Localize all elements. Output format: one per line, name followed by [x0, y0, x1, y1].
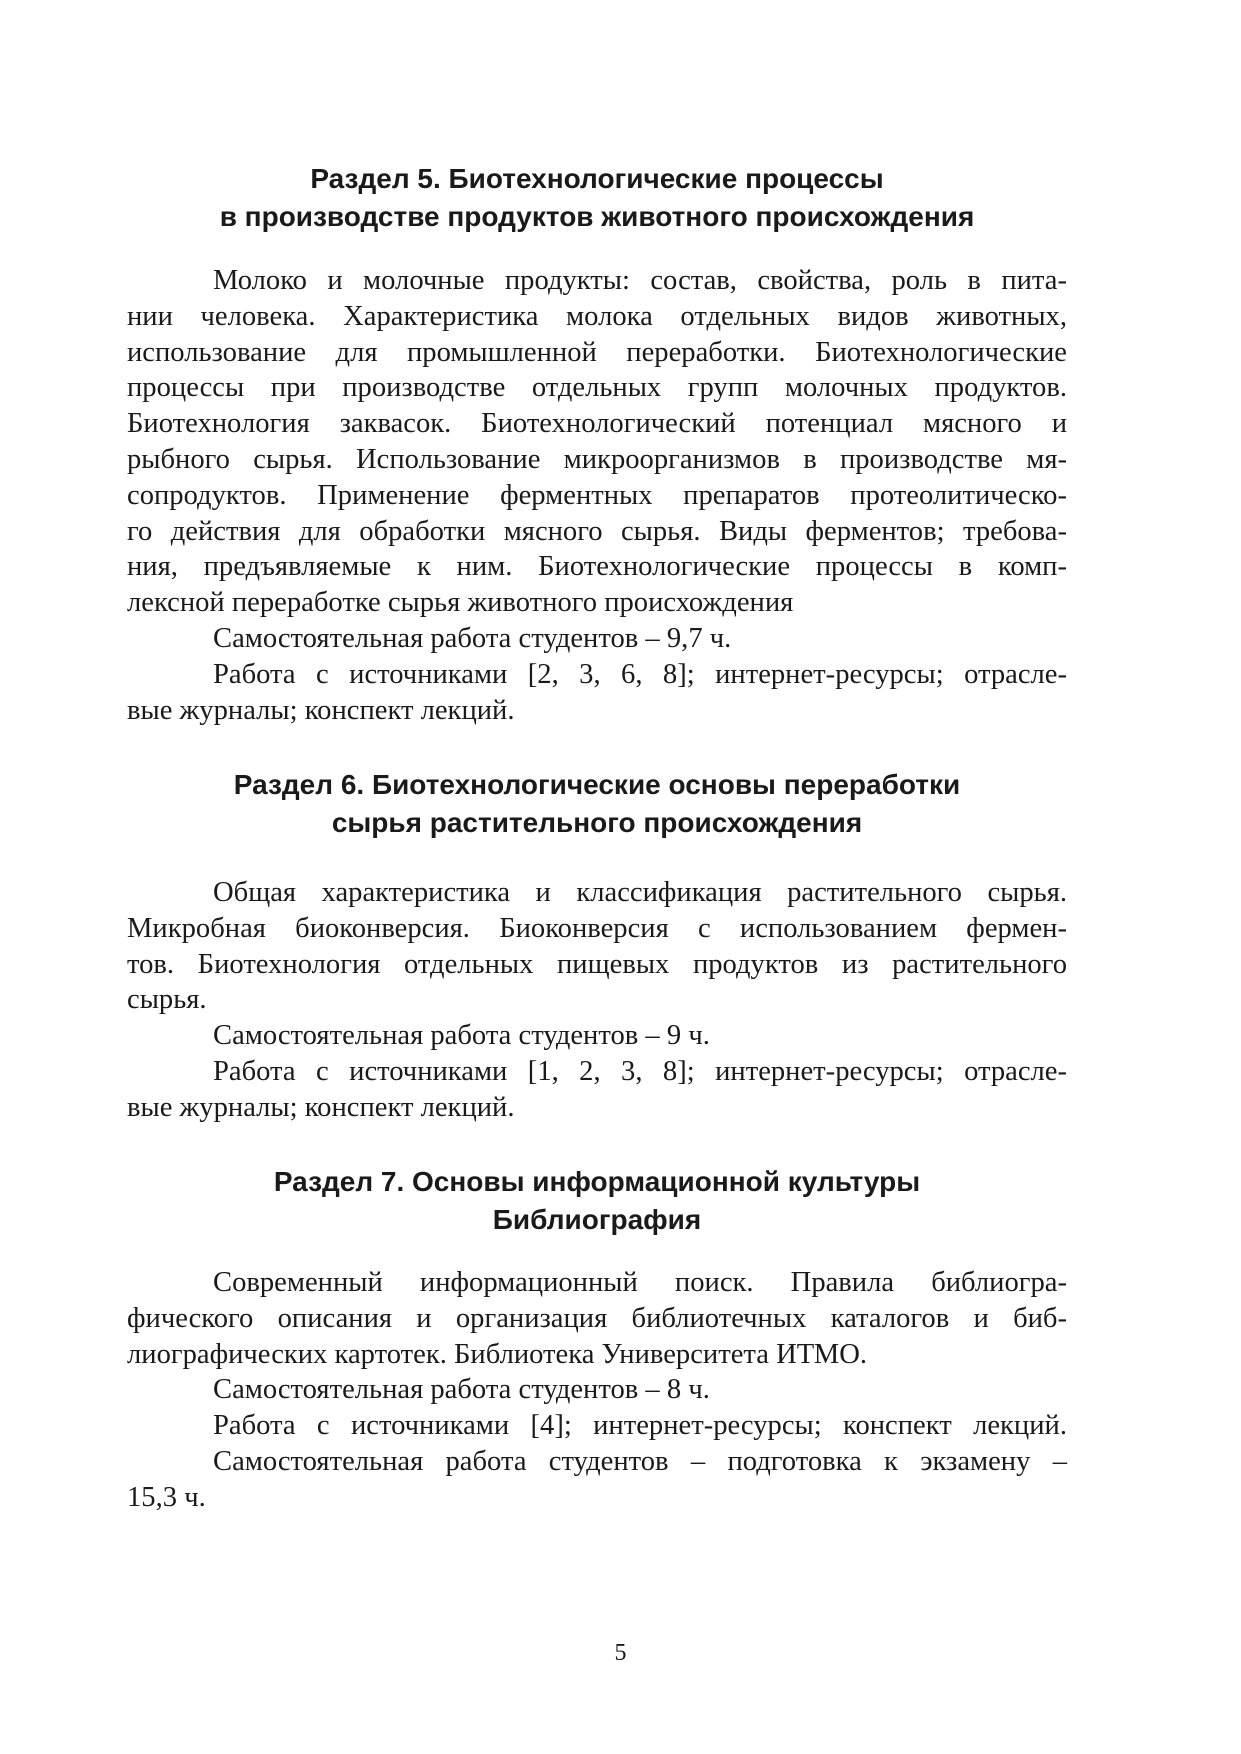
sources-line: вые журналы; конспект лекций.: [127, 1091, 515, 1123]
section-title-line: Библиография: [492, 1204, 702, 1235]
body-line: Биотехнология заквасок. Биотехнологический потенциал мясного и: [127, 408, 1067, 440]
section-7-title: [127, 1163, 1067, 1239]
sources-line: Работа с источниками [1, 2, 3, 8]; интернет-ресурсы; отрасле-: [213, 1055, 1067, 1087]
exam-hours-line: 15,3 ч.: [127, 1481, 206, 1513]
body-line: использование для промышленной переработки. Биотехнологические: [127, 336, 1067, 368]
section-title-line: в производстве продуктов животного происхождения: [219, 201, 975, 232]
section-5-title: [127, 160, 1067, 236]
body-line: Микробная биоконверсия. Биоконверсия с использованием фермен-: [127, 912, 1067, 944]
section-6: [127, 766, 1067, 1126]
body-line: ния, предъявляемые к ним. Биотехнологические процессы в комп-: [127, 551, 1067, 583]
body-line: нии человека. Характеристика молока отдельных видов животных,: [127, 300, 1067, 332]
body-line: сырья.: [127, 984, 207, 1016]
section-title-line: Раздел 5. Биотехнологические процессы: [310, 163, 884, 194]
hours-line: Самостоятельная работа студентов – 8 ч.: [213, 1374, 710, 1406]
page-number: 5: [614, 1640, 627, 1666]
section-title-line: сырья растительного происхождения: [331, 807, 863, 838]
body-line: лексной переработке сырья животного происхождения: [127, 587, 794, 619]
section-title-line: Раздел 6. Биотехнологические основы переработки: [233, 769, 961, 800]
body-line: Современный информационный поиск. Правила библиогра-: [213, 1267, 1067, 1298]
body-line: рыбного сырья. Использование микроорганизмов в производстве мя-: [127, 443, 1067, 475]
section-title-line: Раздел 7. Основы информационной культуры: [273, 1166, 921, 1197]
hours-line: Самостоятельная работа студентов – 9,7 ч.: [213, 622, 732, 654]
body-line: Общая характеристика и классификация растительного сырья.: [213, 877, 1067, 908]
section-6-body: [127, 875, 1067, 1126]
exam-hours-line: Самостоятельная работа студентов – подготовка к экзамену –: [213, 1445, 1067, 1477]
hours-line: Самостоятельная работа студентов – 9 ч.: [213, 1020, 710, 1052]
body-line: сопродуктов. Применение ферментных препаратов протеолитическо-: [127, 479, 1067, 511]
section-7: [127, 1163, 1067, 1516]
section-6-title: [127, 766, 1067, 842]
section-5: [127, 160, 1067, 728]
sources-line: Работа с источниками [2, 3, 6, 8]; интернет-ресурсы; отрасле-: [213, 658, 1067, 690]
body-line: фического описания и организация библиотечных каталогов и биб-: [127, 1302, 1067, 1334]
body-line: Молоко и молочные продукты: состав, свойства, роль в пита-: [213, 265, 1067, 296]
section-5-body: [127, 263, 1067, 728]
body-line: процессы при производстве отдельных групп молочных продуктов.: [127, 372, 1067, 404]
sources-line: Работа с источниками [4]; интернет-ресурсы; конспект лекций.: [213, 1410, 1067, 1442]
section-7-body: [127, 1265, 1067, 1516]
body-line: тов. Биотехнология отдельных пищевых продуктов из растительного: [127, 948, 1067, 980]
body-line: лиографических картотек. Библиотека Университета ИТМО.: [127, 1338, 868, 1370]
sources-line: вые журналы; конспект лекций.: [127, 694, 515, 726]
body-line: го действия для обработки мясного сырья. Виды ферментов; требова-: [127, 515, 1067, 547]
